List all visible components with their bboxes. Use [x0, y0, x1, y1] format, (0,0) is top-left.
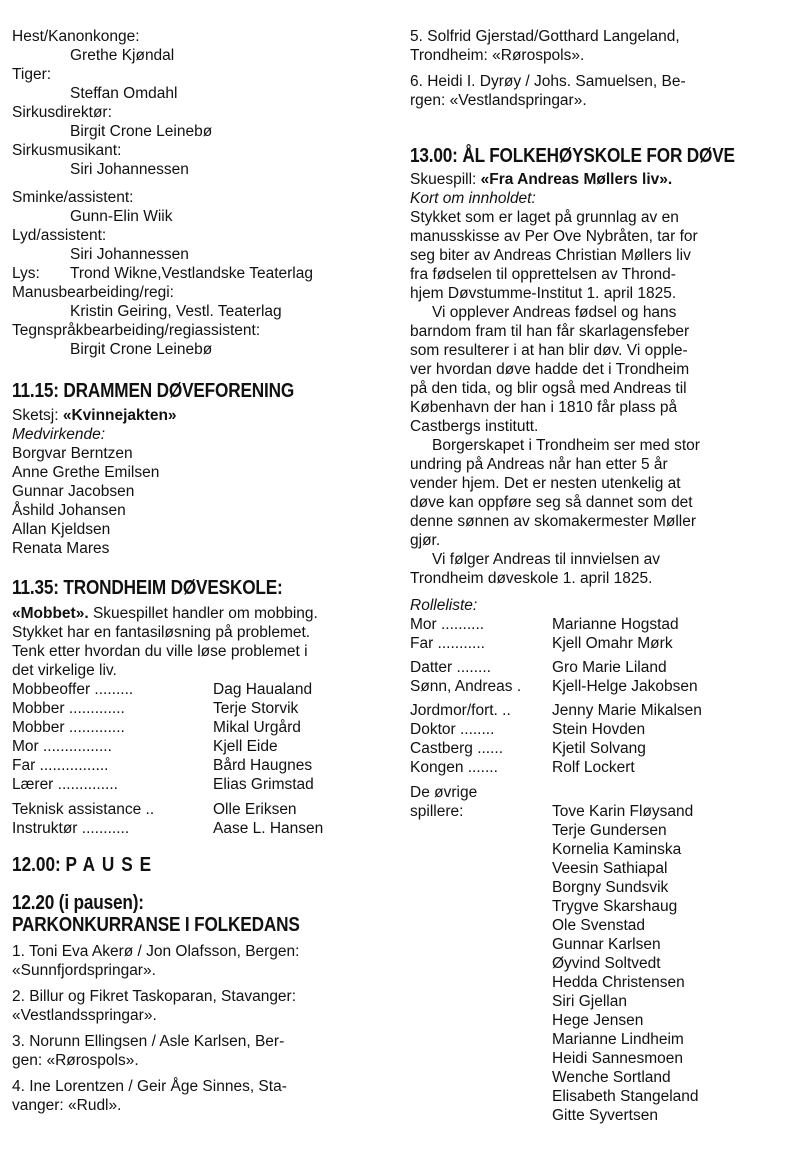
cast-name: Marianne Hogstad: [552, 616, 679, 633]
description-line: det virkelige liv.: [12, 662, 117, 679]
summary-line: København der han i 1810 får plass på: [410, 399, 678, 416]
cast-role: Datter ........: [410, 659, 491, 676]
member-name: Renata Mares: [12, 540, 110, 557]
cast-row: [12, 737, 397, 756]
competition-entries-continued: [410, 27, 780, 110]
player-name: Kornelia Kaminska: [552, 841, 682, 858]
cast-name: Bård Haugnes: [213, 757, 313, 774]
player-name: Gunnar Karlsen: [552, 936, 661, 953]
credit-role: Lys:: [12, 265, 40, 282]
cast-name: Olle Eriksen: [213, 801, 297, 818]
section-heading-folkedans-time: 12.20 (i pausen):: [12, 892, 144, 914]
cast-row: [410, 720, 780, 739]
cast-list: [12, 680, 397, 794]
player-name: Wenche Sortland: [552, 1069, 671, 1086]
cast-role: Doktor ........: [410, 721, 495, 738]
competition-entry: [410, 72, 780, 110]
cast-row: [410, 758, 780, 777]
summary-line: ver hvordan døve hadde det i Trondheim: [410, 361, 690, 378]
summary-line: Trondheim døveskole 1. april 1825.: [410, 570, 653, 587]
play-title: «Fra Andreas Møllers liv».: [480, 171, 673, 188]
section-heading-drammen: 11.15: DRAMMEN DØVEFORENING: [12, 380, 295, 402]
description-line: Stykket har en fantasiløsning på problemet.: [12, 624, 311, 641]
player-name: Borgny Sundsvik: [552, 879, 669, 896]
credit-role: Lyd/assistent:: [12, 227, 107, 244]
play-label: Skuespill:: [410, 171, 481, 188]
member-name: Allan Kjeldsen: [12, 521, 111, 538]
credit-role: Sminke/assistent:: [12, 189, 134, 206]
entry-line: Trondheim: «Rørospols».: [410, 47, 585, 64]
entry-line: «Sunnfjordspringar».: [12, 962, 156, 979]
entry-line: 2. Billur og Fikret Taskoparan, Stavanger:: [12, 988, 297, 1005]
play-title: «Mobbet».: [12, 605, 89, 622]
summary-line: fra fødselen til opprettelsen av Thrond-: [410, 266, 676, 283]
cast-row: [410, 701, 780, 720]
competition-entries: [12, 942, 397, 1115]
others-label: De øvrige: [410, 784, 478, 801]
credit-role: Sirkusmusikant:: [12, 142, 122, 159]
cast-name: Jenny Marie Mikalsen: [552, 702, 702, 719]
credit-name: Birgit Crone Leinebø: [70, 341, 213, 358]
cast-row: [410, 615, 780, 634]
cast-row: [410, 634, 780, 653]
cast-role: Mobber .............: [12, 700, 125, 717]
member-name: Anne Grethe Emilsen: [12, 464, 160, 481]
cast-role: Mobber .............: [12, 719, 125, 736]
others-label: spillere:: [410, 803, 464, 820]
summary-line: gjør.: [410, 532, 441, 549]
member-name: Åshild Johansen: [12, 502, 126, 519]
cast-role: Lærer ..............: [12, 776, 118, 793]
member-list: [12, 444, 397, 558]
summary-line: hjem Døvstumme-Institut 1. april 1825.: [410, 285, 677, 302]
section-heading-folkedans: PARKONKURRANSE I FOLKEDANS: [12, 914, 300, 936]
player-name: Elisabeth Stangeland: [552, 1088, 699, 1105]
summary-line: Stykket som er laget på grunnlag av en: [410, 209, 679, 226]
summary-line: døve kan oppføre seg så dannet som det: [410, 494, 693, 511]
credits-list-3: [12, 283, 397, 359]
summary-line: som resulterer i at han blir døv. Vi opple-: [410, 342, 688, 359]
cast-name: Dag Haualand: [213, 681, 313, 698]
summary-line: Castbergs institutt.: [410, 418, 539, 435]
player-name: Hege Jensen: [552, 1012, 644, 1029]
cast-name: Stein Hovden: [552, 721, 646, 738]
cast-role: Mobbeoffer .........: [12, 681, 134, 698]
section-heading-trondheim: 11.35: TRONDHEIM DØVESKOLE:: [12, 577, 283, 599]
cast-name: Kjell Eide: [213, 738, 278, 755]
cast-name: Elias Grimstad: [213, 776, 314, 793]
summary-line: undring på Andreas når han etter 5 år: [410, 456, 668, 473]
summary-paragraph-2: [410, 303, 780, 436]
cast-role: Instruktør ...........: [12, 820, 130, 837]
cast-row: [12, 756, 397, 775]
credit-name: Trond Wikne,Vestlandske Teaterlag: [70, 265, 313, 282]
cast-role: Teknisk assistance ..: [12, 801, 155, 818]
player-name: Gitte Syvertsen: [552, 1107, 658, 1124]
member-name: Borgvar Berntzen: [12, 445, 133, 462]
member-name: Gunnar Jacobsen: [12, 483, 135, 500]
cast-role: Mor ..........: [410, 616, 485, 633]
cast-name: Gro Marie Liland: [552, 659, 667, 676]
credit-name: Grethe Kjøndal: [70, 47, 175, 64]
cast-row: [410, 739, 780, 758]
summary-line: denne sønnen av skomakermester Møller: [410, 513, 697, 530]
credit-role: Tegnspråkbearbeiding/regiassistent:: [12, 322, 261, 339]
cast-role: Far ................: [12, 757, 109, 774]
cast-name: Rolf Lockert: [552, 759, 635, 776]
entry-line: 5. Solfrid Gjerstad/Gotthard Langeland,: [410, 28, 680, 45]
summary-line: Vi følger Andreas til innvielsen av: [432, 551, 661, 568]
others-list: [410, 802, 780, 1125]
credit-name: Gunn-Elin Wiik: [70, 208, 173, 225]
cast-role: Mor ................: [12, 738, 112, 755]
player-name: Terje Gundersen: [552, 822, 667, 839]
credit-name: Siri Johannessen: [70, 246, 189, 263]
credit-role: Hest/Kanonkonge:: [12, 28, 140, 45]
section-heading-pause: [12, 854, 343, 876]
entry-line: gen: «Rørospols».: [12, 1052, 139, 1069]
cast-row: [410, 677, 780, 696]
section-heading-aal: 13.00: ÅL FOLKEHØYSKOLE FOR DØVE: [410, 145, 735, 167]
crew-list: [12, 800, 397, 838]
cast-role: Jordmor/fort. ..: [410, 702, 511, 719]
credit-name: Steffan Omdahl: [70, 85, 178, 102]
pause-label: PAUSE: [65, 854, 158, 876]
left-column: [12, 27, 397, 1122]
credits-list-2: [12, 188, 397, 264]
credit-name: Kristin Geiring, Vestl. Teaterlag: [70, 303, 282, 320]
credit-lys: [12, 264, 397, 283]
cast-group-2: [410, 658, 780, 696]
player-name: Tove Karin Fløysand: [552, 803, 694, 820]
credits-list: [12, 27, 397, 179]
cast-name: Aase L. Hansen: [213, 820, 324, 837]
player-name: Veesin Sathiapal: [552, 860, 668, 877]
cast-label: Rolleliste:: [410, 597, 478, 614]
other-players: [410, 783, 780, 1125]
entry-line: 6. Heidi I. Dyrøy / Johs. Samuelsen, Be-: [410, 73, 686, 90]
cast-row: [12, 800, 397, 819]
cast-row: [12, 718, 397, 737]
sketch-line: [12, 406, 397, 425]
cast-name: Kjell Omahr Mørk: [552, 635, 673, 652]
play-line: [410, 170, 780, 189]
cast-name: Mikal Urgård: [213, 719, 301, 736]
summary-line: på den tida, og blir også med Andreas til: [410, 380, 687, 397]
cast-row: [12, 680, 397, 699]
sketch-label: Sketsj:: [12, 407, 63, 424]
cast-row: [12, 775, 397, 794]
cast-row: [12, 819, 397, 838]
entry-line: «Vestlandsspringar».: [12, 1007, 157, 1024]
description-line: [12, 604, 397, 623]
player-name: Hedda Christensen: [552, 974, 685, 991]
description-text: Skuespillet handler om mobbing.: [88, 605, 318, 622]
cast-role: Sønn, Andreas .: [410, 678, 522, 695]
medvirkende-label: Medvirkende:: [12, 426, 106, 443]
player-name: Heidi Sannesmoen: [552, 1050, 683, 1067]
summary-line: manusskisse av Per Ove Nybråten, tar for: [410, 228, 698, 245]
competition-entry: [12, 942, 397, 980]
player-name: Siri Gjellan: [552, 993, 627, 1010]
cast-row: [12, 699, 397, 718]
player-name: Øyvind Soltvedt: [552, 955, 661, 972]
entry-line: vanger: «Rudl».: [12, 1097, 122, 1114]
credit-role: Sirkusdirektør:: [12, 104, 112, 121]
cast-group-1: [410, 615, 780, 653]
cast-row: [410, 658, 780, 677]
summary-line: Vi opplever Andreas fødsel og hans: [432, 304, 677, 321]
summary-paragraph-4: [410, 550, 780, 588]
entry-line: 3. Norunn Ellingsen / Asle Karlsen, Ber-: [12, 1033, 285, 1050]
summary-line: barndom fram til han får skarlagensfeber: [410, 323, 690, 340]
credit-name: Birgit Crone Leinebø: [70, 123, 213, 140]
summary-paragraph-3: [410, 436, 780, 550]
player-name: Ole Svenstad: [552, 917, 646, 934]
credit-role: Manusbearbeiding/regi:: [12, 284, 174, 301]
entry-line: 4. Ine Lorentzen / Geir Åge Sinnes, Sta-: [12, 1078, 287, 1095]
competition-entry: [12, 1032, 397, 1070]
right-column: [410, 27, 780, 1125]
summary-label: Kort om innholdet:: [410, 190, 536, 207]
cast-name: Kjell-Helge Jakobsen: [552, 678, 698, 695]
summary-line: seg biter av Andreas Christian Møllers liv: [410, 247, 691, 264]
cast-role: Castberg ......: [410, 740, 504, 757]
description-line: Tenk etter hvordan du ville løse problemet i: [12, 643, 308, 660]
cast-role: Far ...........: [410, 635, 485, 652]
entry-line: rgen: «Vestlandspringar».: [410, 92, 587, 109]
summary-line: vender hjem. Det er nesten utenkelig at: [410, 475, 681, 492]
competition-entry: [410, 27, 780, 65]
competition-entry: [12, 1077, 397, 1115]
player-name: Marianne Lindheim: [552, 1031, 684, 1048]
cast-group-3: [410, 701, 780, 777]
credit-name: Siri Johannessen: [70, 161, 189, 178]
credit-role: Tiger:: [12, 66, 52, 83]
cast-name: Kjetil Solvang: [552, 740, 646, 757]
player-name: Trygve Skarshaug: [552, 898, 678, 915]
sketch-title: «Kvinnejakten»: [62, 407, 177, 424]
pause-time: 12.00:: [12, 854, 66, 876]
cast-role: Kongen .......: [410, 759, 498, 776]
entry-line: 1. Toni Eva Akerø / Jon Olafsson, Bergen:: [12, 943, 300, 960]
cast-name: Terje Storvik: [213, 700, 299, 717]
summary-paragraph-1: [410, 208, 780, 303]
competition-entry: [12, 987, 397, 1025]
summary-line: Borgerskapet i Trondheim ser med stor: [432, 437, 700, 454]
